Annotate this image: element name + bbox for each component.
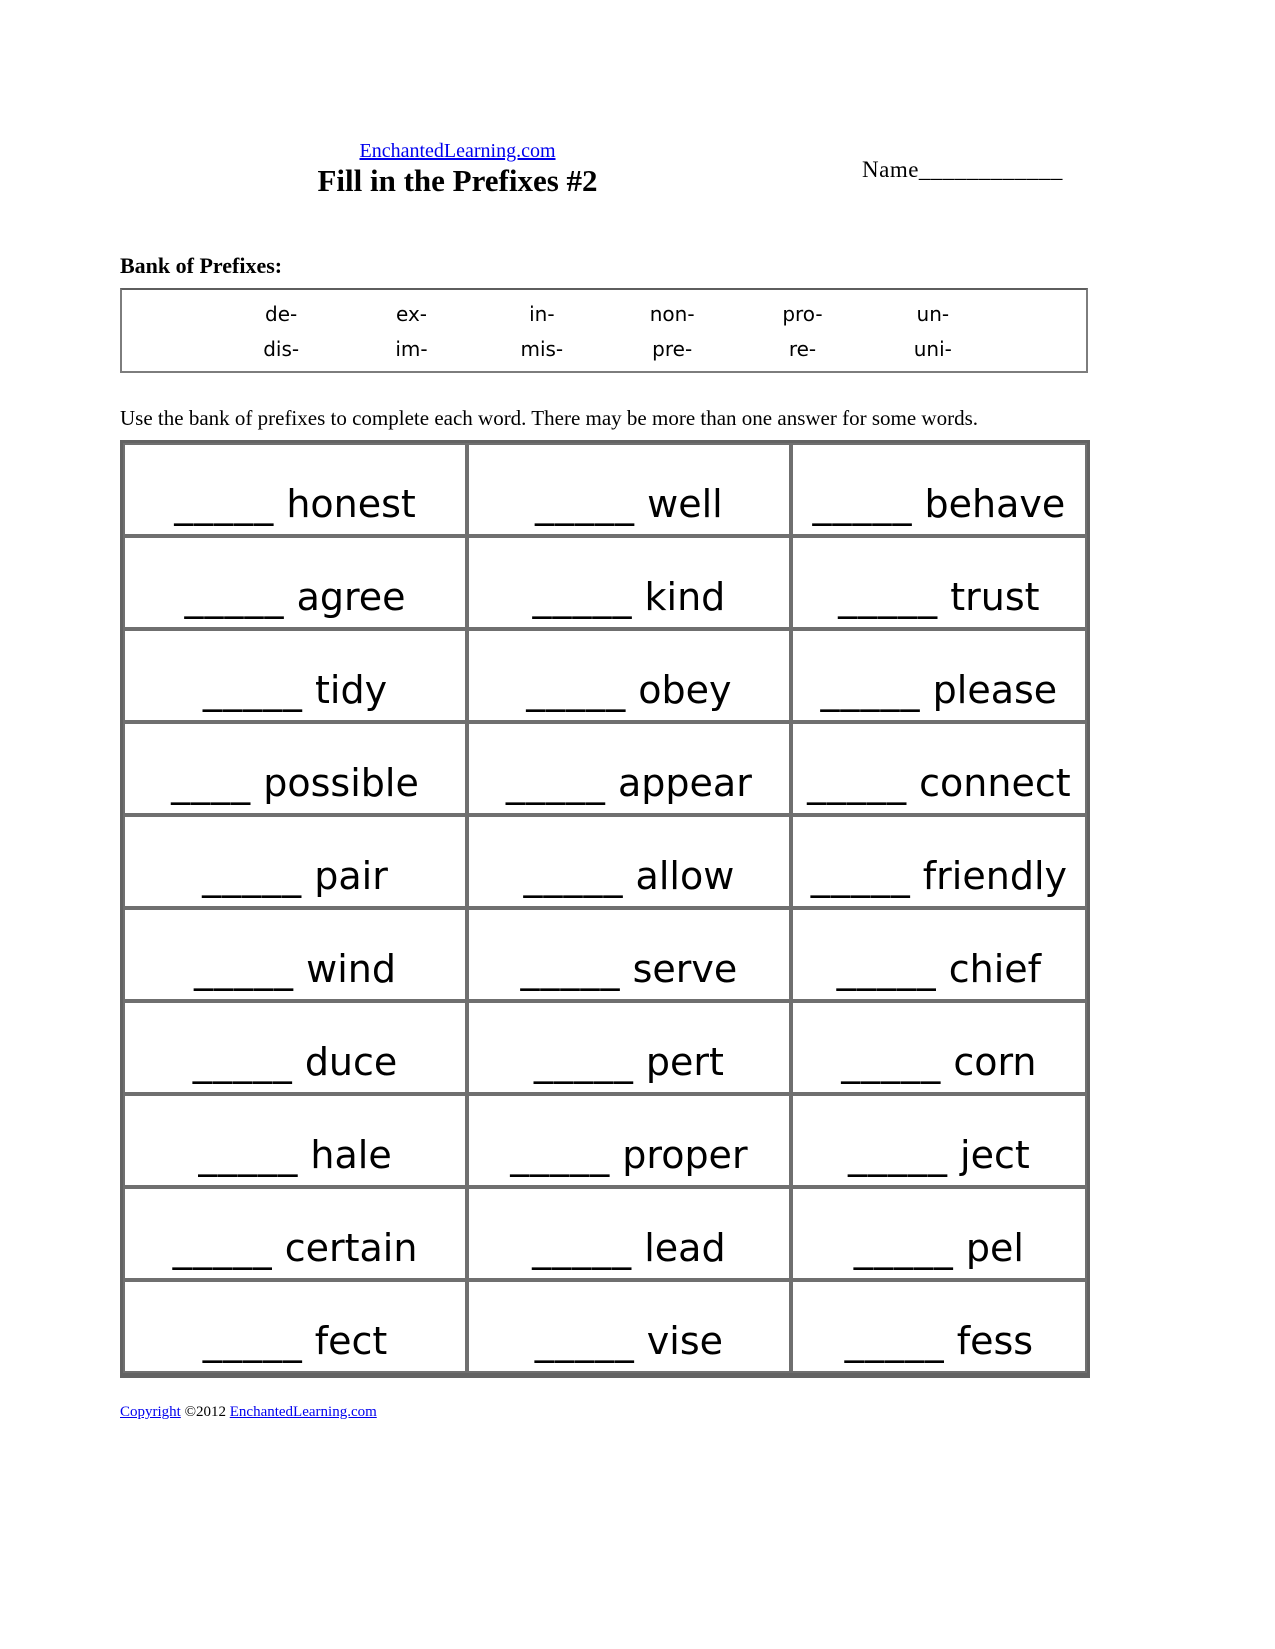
cell-text [854,1226,1024,1270]
bank-prefix: re- [788,337,817,361]
prefix-blank: _____ [847,1133,948,1177]
name-field [862,157,1063,183]
worksheet-row [123,1187,1087,1280]
prefix-blank: _____ [812,482,913,526]
word-stem: obey [638,668,732,712]
copyright-year: ©2012 [184,1404,226,1420]
word-stem: certain [284,1226,418,1270]
prefix-blank: _____ [841,1040,942,1084]
bank-prefix: in- [529,302,555,326]
worksheet-row [123,443,1087,536]
word-stem: serve [632,947,738,991]
worksheet-cell [467,1001,791,1094]
site-link[interactable]: EnchantedLearning.com [359,140,556,162]
prefix-blank: _____ [202,668,303,712]
cell-text [184,575,405,619]
worksheet-cell [791,908,1087,1001]
name-blank-line: ____________ [918,157,1063,182]
word-stem: honest [286,482,416,526]
cell-text [202,854,388,898]
bank-prefix: ex- [395,302,427,326]
word-stem: corn [953,1040,1037,1084]
bank-prefix: non- [649,302,695,326]
prefix-blank: _____ [535,482,636,526]
header [120,140,1090,200]
prefix-blank: _____ [172,1226,273,1270]
worksheet-cell [467,629,791,722]
cell-text [203,1319,388,1363]
worksheet-row [123,536,1087,629]
cell-text [526,668,731,712]
worksheet-cell [123,536,467,629]
worksheet-cell [123,1094,467,1187]
copyright-link[interactable]: Copyright [120,1404,181,1420]
worksheet-cell [791,629,1087,722]
prefix-blank: _____ [532,1226,633,1270]
cell-text [845,1319,1033,1363]
worksheet-cell [123,815,467,908]
worksheet-cell [791,722,1087,815]
cell-text [171,761,419,805]
worksheet-row [123,722,1087,815]
word-stem: vise [646,1319,724,1363]
cell-text [532,1226,725,1270]
worksheet-cell [123,629,467,722]
bank-prefix: de- [265,302,298,326]
prefix-blank: _____ [533,1040,634,1084]
word-stem: lead [644,1226,726,1270]
prefix-bank-box [120,288,1088,373]
word-stem: pair [314,854,388,898]
word-stem: fess [956,1319,1034,1363]
cell-text [811,854,1067,898]
worksheet-cell [467,1280,791,1373]
prefix-blank: _____ [534,1319,635,1363]
worksheet-cell [791,1187,1087,1280]
prefix-blank: _____ [505,761,606,805]
worksheet-cell [123,1001,467,1094]
prefix-blank: _____ [174,482,275,526]
word-stem: please [932,668,1058,712]
worksheet-cell [123,722,467,815]
worksheet-cell [791,1001,1087,1094]
cell-text [841,1040,1036,1084]
cell-text [193,1040,398,1084]
cell-text [198,1133,391,1177]
worksheet-page [120,140,1090,1421]
word-stem: well [647,482,723,526]
cell-text [194,947,396,991]
word-stem: appear [618,761,752,805]
word-stem: trust [950,575,1040,619]
word-stem: behave [924,482,1066,526]
cell-text [203,668,387,712]
instructions: Use the bank of prefixes to complete each word. There may be more than one answer for some words. [120,406,978,430]
worksheet-cell [791,443,1087,536]
footer-site-link[interactable]: EnchantedLearning.com [229,1404,377,1420]
bank-prefix: im- [395,337,428,361]
worksheet-cell [123,443,467,536]
word-stem: ject [960,1133,1030,1177]
prefix-blank: _____ [820,668,921,712]
word-stem: agree [296,575,406,619]
prefix-blank: _____ [520,947,621,991]
cell-text [520,947,737,991]
word-stem: tidy [315,668,388,712]
bank-prefix: pro- [782,302,823,326]
cell-text [532,575,725,619]
worksheet-cell [467,443,791,536]
word-stem: allow [635,854,735,898]
worksheet-cell [467,1187,791,1280]
prefix-blank: _____ [192,1040,293,1084]
prefix-blank: _____ [510,1133,611,1177]
word-stem: wind [306,947,396,991]
cell-text [848,1133,1030,1177]
word-stem: connect [919,761,1071,805]
prefix-blank: _____ [184,575,285,619]
cell-text [821,668,1058,712]
prefix-blank: _____ [202,854,303,898]
worksheet-cell [467,1094,791,1187]
prefix-blank: ____ [171,761,252,805]
prefix-blank: _____ [202,1319,303,1363]
prefix-blank: _____ [853,1226,954,1270]
cell-text [510,1133,747,1177]
worksheet-cell [791,815,1087,908]
prefix-blank: _____ [810,854,911,898]
word-stem: possible [263,761,419,805]
cell-text [535,1319,723,1363]
prefix-blank: _____ [198,1133,299,1177]
word-stem: hale [310,1133,392,1177]
prefix-blank: _____ [836,947,937,991]
prefix-blank: _____ [194,947,295,991]
word-stem: proper [622,1133,748,1177]
prefix-blank: _____ [523,854,624,898]
bank-prefix: uni- [913,337,952,361]
footer [120,1404,1090,1421]
worksheet-row [123,1280,1087,1373]
word-stem: pert [645,1040,724,1084]
worksheet-cell [123,908,467,1001]
prefix-blank: _____ [532,575,633,619]
worksheet-cell [467,908,791,1001]
page-title: Fill in the Prefixes #2 [317,163,598,198]
prefix-bank-grid [122,290,1086,365]
cell-text [506,761,752,805]
cell-text [837,947,1041,991]
prefix-blank: _____ [838,575,939,619]
prefix-blank: _____ [807,761,908,805]
worksheet-cell [467,536,791,629]
worksheet-row [123,1094,1087,1187]
worksheet-row [123,815,1087,908]
bank-prefix: mis- [520,337,564,361]
word-stem: duce [304,1040,398,1084]
worksheet-cell [791,1094,1087,1187]
header-title-block [120,140,795,198]
cell-text [174,482,416,526]
cell-text [523,854,734,898]
word-stem: chief [948,947,1042,991]
bank-heading: Bank of Prefixes: [120,253,283,278]
word-stem: pel [965,1226,1024,1270]
worksheet-cell [467,815,791,908]
bank-prefix: un- [916,302,950,326]
cell-text [173,1226,418,1270]
word-stem: fect [314,1319,388,1363]
worksheet-cell [791,536,1087,629]
prefix-blank: _____ [526,668,627,712]
word-stem: kind [644,575,726,619]
worksheet-cell [467,722,791,815]
cell-text [807,761,1071,805]
bank-prefix: dis- [263,337,300,361]
cell-text [535,482,723,526]
worksheet-cell [791,1280,1087,1373]
worksheet-cell [123,1280,467,1373]
bank-prefix: pre- [652,337,693,361]
worksheet-table [120,440,1090,1378]
cell-text [534,1040,724,1084]
worksheet-row [123,1001,1087,1094]
worksheet-cell [123,1187,467,1280]
cell-text [838,575,1039,619]
prefix-blank: _____ [844,1319,945,1363]
cell-text [812,482,1065,526]
worksheet-row [123,908,1087,1001]
worksheet-row [123,629,1087,722]
word-stem: friendly [922,854,1067,898]
name-label: Name [862,157,919,182]
